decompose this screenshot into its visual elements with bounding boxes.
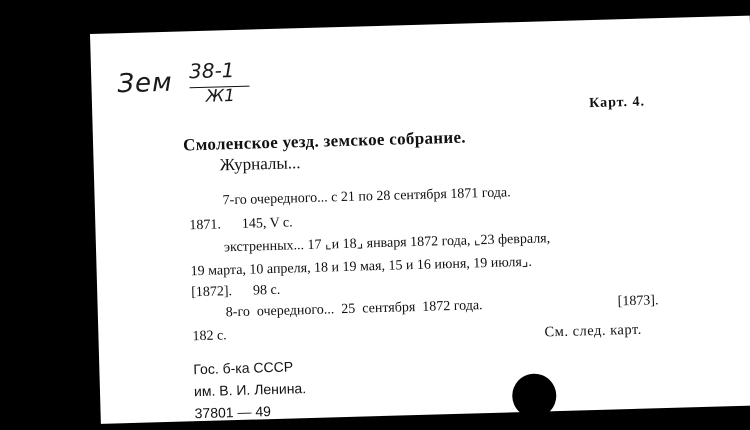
entry-line: 1871. 145, V с.: [189, 215, 293, 234]
library-stamp-line: 37801 — 49: [194, 403, 272, 422]
library-stamp-line: Гос. б-ка СССР: [193, 358, 294, 378]
library-stamp-line: им. В. И. Ленина.: [193, 380, 307, 400]
card-heading: Смоленское уезд. земское собрание.: [182, 127, 467, 155]
catalog-card: [90, 16, 750, 424]
see-also-note: См. след. карт.: [544, 321, 643, 341]
entry-line: 19 марта, 10 апреля, 18 и 19 мая, 15 и 16 июня, 19 июля⌟.: [190, 254, 533, 280]
entry-line: 182 с.: [192, 328, 227, 345]
entry-year: [1873].: [617, 293, 659, 310]
entry-line: 8-го очередного... 25 сентября 1872 года.: [225, 298, 483, 321]
handwritten-shelf-sub: Ж1: [205, 85, 236, 107]
entry-line: [1872]. 98 с.: [191, 282, 281, 301]
handwritten-prefix: Зем: [116, 67, 174, 100]
card-number: Карт. 4.: [588, 94, 646, 112]
entry-line: 7-го очередного... с 21 по 28 сентября 1871 года.: [222, 185, 511, 209]
handwritten-shelf-number: 38-1: [188, 57, 235, 84]
card-punch-hole: [512, 373, 557, 418]
entry-line: экстренных... 17 ⌞и 18⌟ января 1872 года, ⌞23 февраля,: [223, 231, 551, 256]
card-subheading: Журналы...: [219, 153, 301, 175]
